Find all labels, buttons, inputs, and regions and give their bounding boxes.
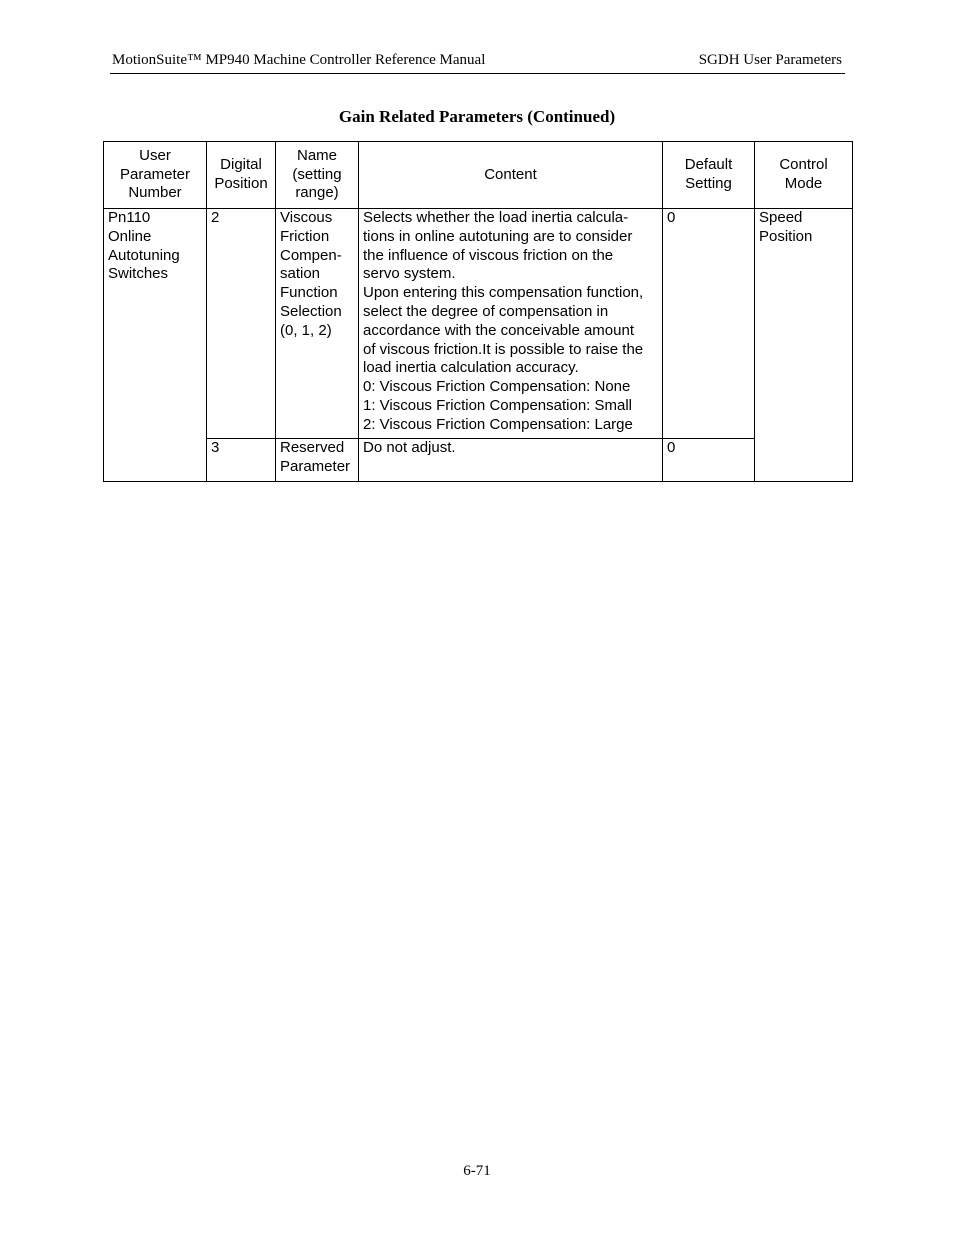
table-header-row <box>104 142 853 209</box>
table-row <box>104 209 853 439</box>
content-cell: Selects whether the load inertia calcula- tions in online autotuning are to consider the influence of viscous friction on the servo system. Upon entering this compensation function, select the degree of compensation in accordance with the conceivable amount of viscous friction.It is possible to raise the load inertia calculation accuracy. 0: Viscous Friction Compensation: None 1: Viscous Friction Compensation: Small 2: Viscous Friction Compensation: Large <box>359 209 663 439</box>
running-header-title: MotionSuite™ MP940 Machine Controller Reference Manual <box>112 52 486 68</box>
default-cell: 0 <box>663 439 755 482</box>
column-header-user-parameter-number: User Parameter Number <box>104 142 207 209</box>
name-cell: Reserved Parameter <box>276 439 359 482</box>
control-mode-cell: Speed Position <box>755 209 853 482</box>
running-header-section: SGDH User Parameters <box>698 52 842 68</box>
table-row <box>104 439 853 482</box>
column-header-content: Content <box>359 142 663 209</box>
content-cell: Do not adjust. <box>359 439 663 482</box>
digit-cell: 2 <box>207 209 276 439</box>
column-header-default-setting: Default Setting <box>663 142 755 209</box>
parameters-table <box>103 141 853 482</box>
page-number: 6-71 <box>463 1163 491 1179</box>
name-cell: Viscous Friction Compen- sation Function Selection (0, 1, 2) <box>276 209 359 439</box>
parameter-number-cell: Pn110 Online Autotuning Switches <box>104 209 207 482</box>
column-header-name: Name (setting range) <box>276 142 359 209</box>
column-header-digital-position: Digital Position <box>207 142 276 209</box>
default-cell: 0 <box>663 209 755 439</box>
table-title: Gain Related Parameters (Continued) <box>338 107 616 126</box>
digit-cell: 3 <box>207 439 276 482</box>
header-rule <box>110 73 845 74</box>
column-header-control-mode: Control Mode <box>755 142 853 209</box>
